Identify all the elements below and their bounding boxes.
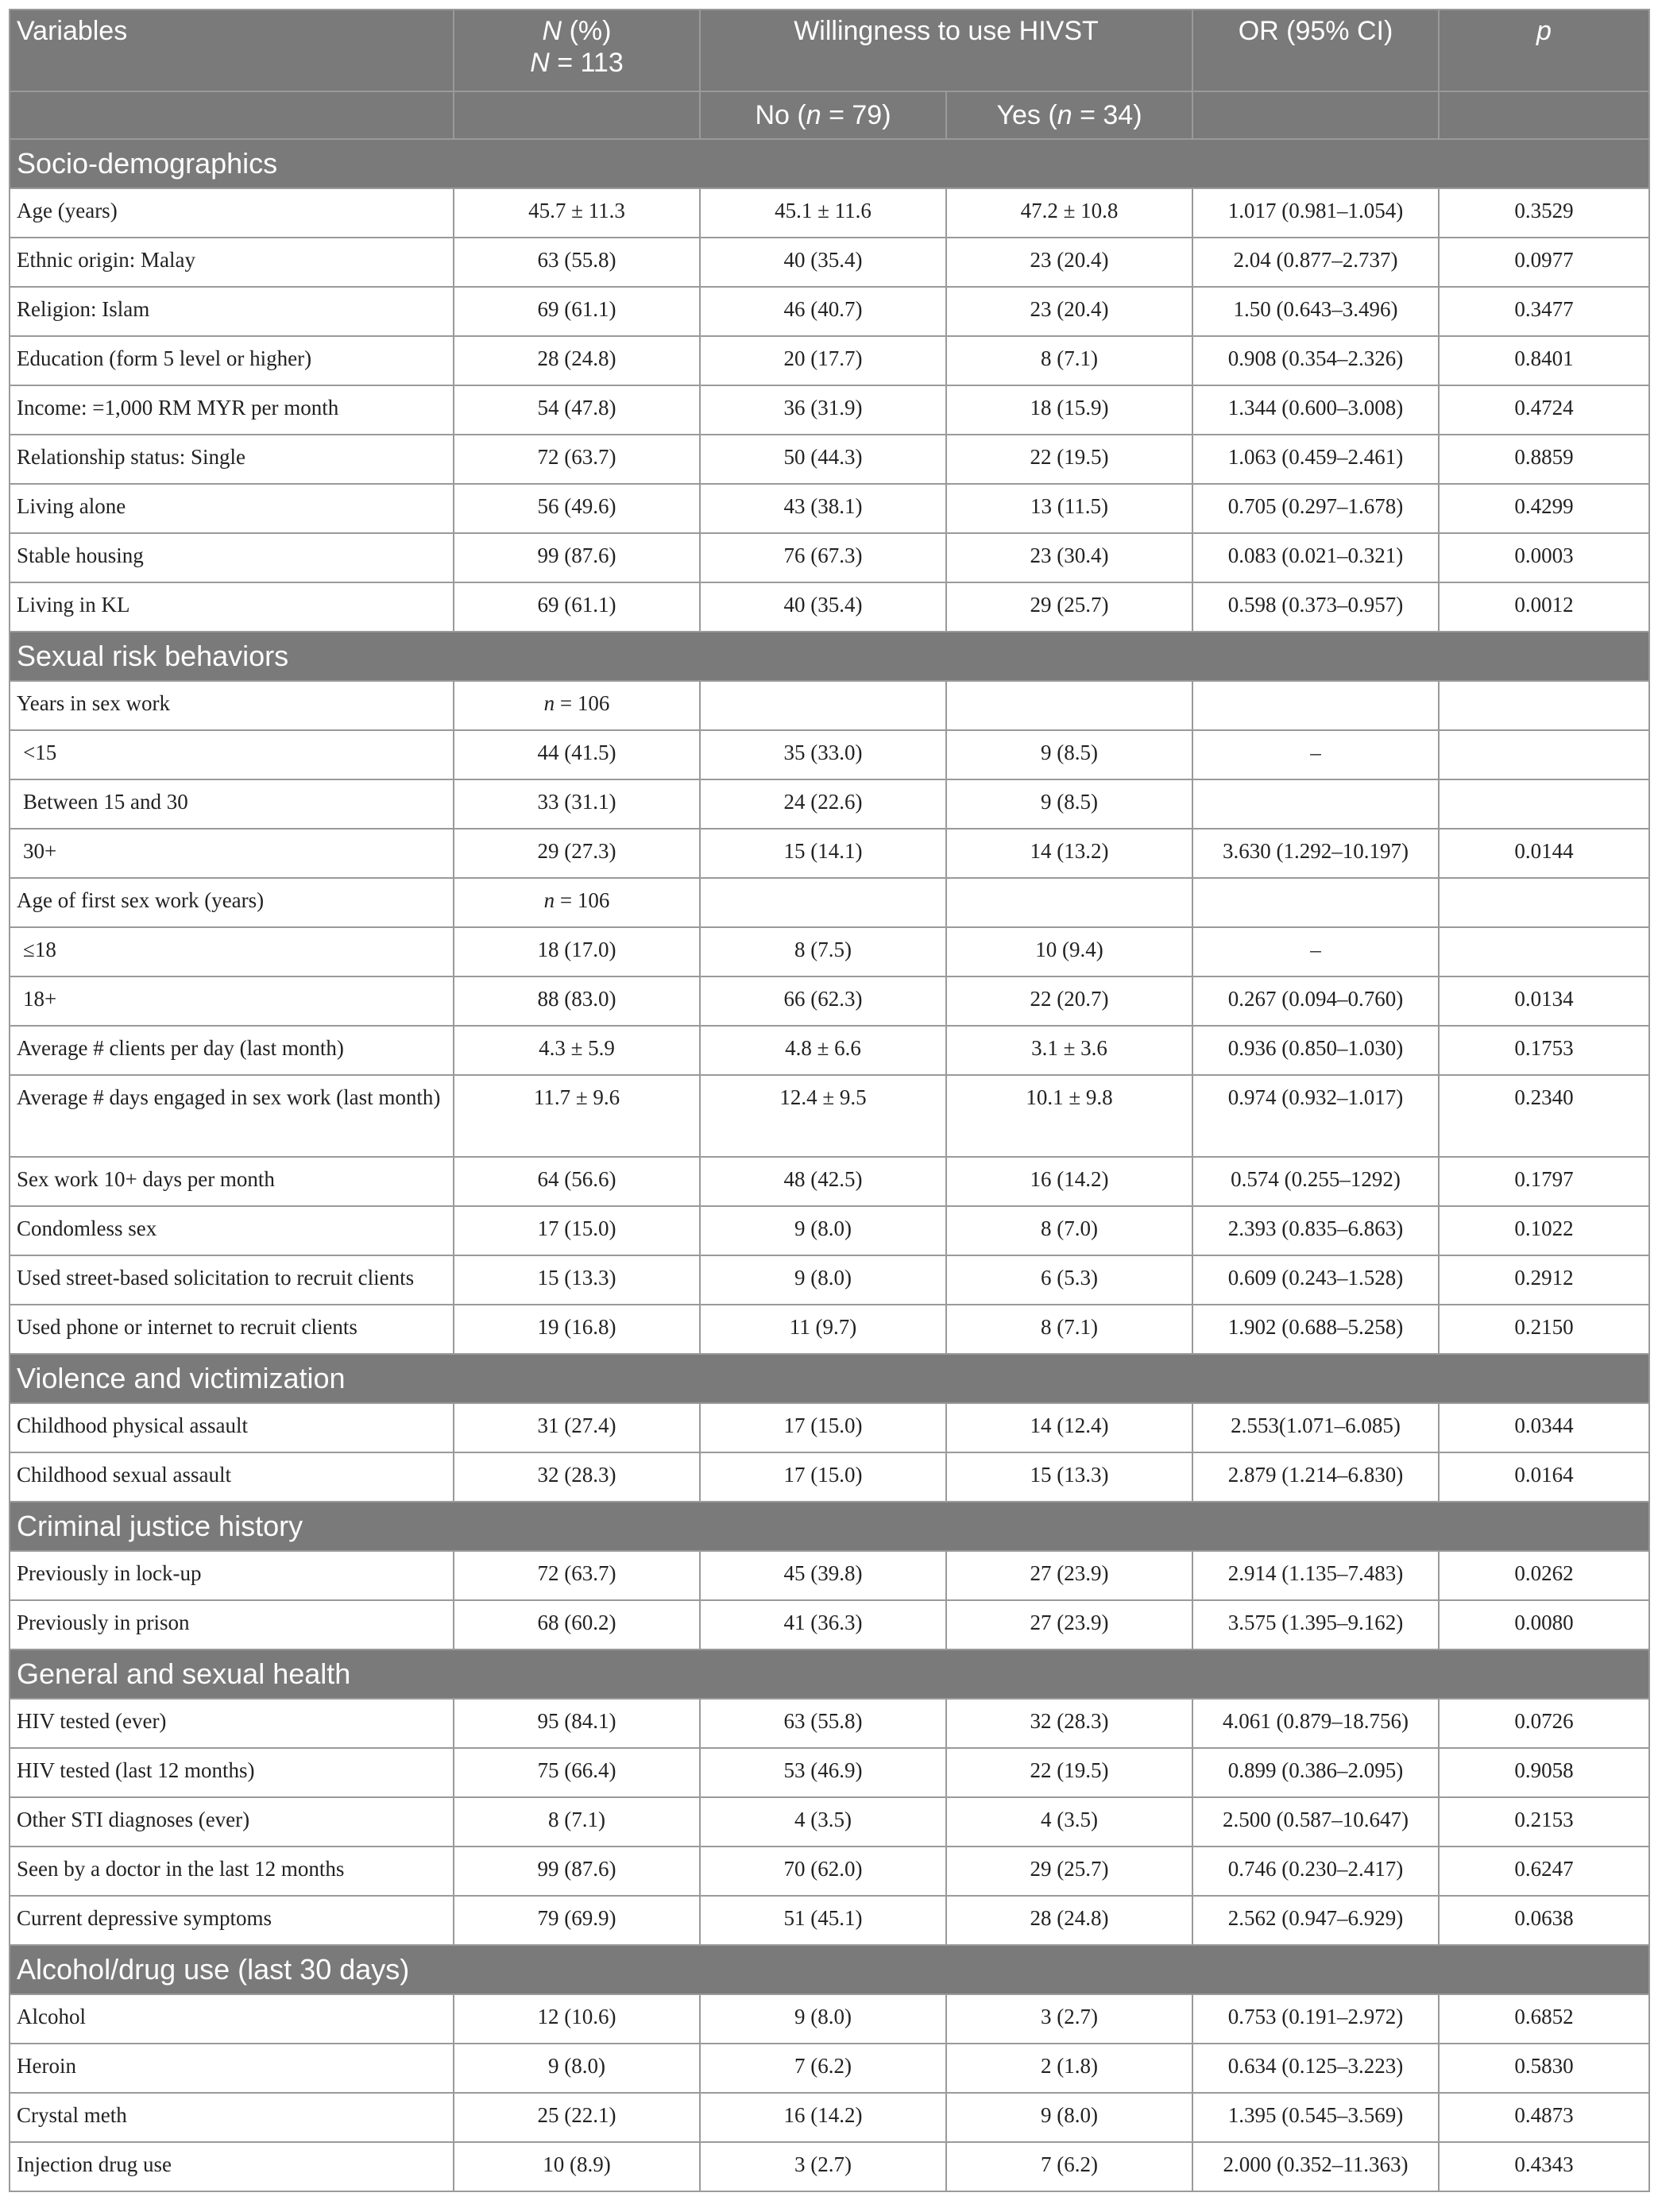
section-title: Criminal justice history	[10, 1502, 1649, 1551]
p-value-cell: 0.3477	[1439, 287, 1649, 336]
n-percent-cell: 88 (83.0)	[454, 976, 700, 1026]
variable-cell: Condomless sex	[10, 1206, 454, 1255]
section-header-row	[10, 1502, 1649, 1551]
yes-cell: 13 (11.5)	[946, 484, 1192, 533]
n-percent-cell: 32 (28.3)	[454, 1452, 700, 1502]
n-percent-cell: 68 (60.2)	[454, 1600, 700, 1649]
variable-cell: Seen by a doctor in the last 12 months	[10, 1847, 454, 1896]
no-cell: 40 (35.4)	[700, 582, 946, 632]
table-row	[10, 1994, 1649, 2044]
table-row	[10, 1157, 1649, 1206]
p-value-cell: 0.0003	[1439, 533, 1649, 582]
variable-cell: Used phone or internet to recruit clients	[10, 1305, 454, 1354]
header-empty-cell	[1439, 91, 1649, 139]
no-cell: 76 (67.3)	[700, 533, 946, 582]
yes-cell: 8 (7.1)	[946, 336, 1192, 385]
yes-cell: 29 (25.7)	[946, 1847, 1192, 1896]
yes-cell	[946, 878, 1192, 927]
n-percent-cell: 72 (63.7)	[454, 1551, 700, 1600]
yes-cell: 8 (7.0)	[946, 1206, 1192, 1255]
variable-cell: Previously in lock-up	[10, 1551, 454, 1600]
odds-ratio-cell: 0.083 (0.021–0.321)	[1192, 533, 1439, 582]
p-value-cell: 0.9058	[1439, 1748, 1649, 1797]
p-value-cell: 0.0977	[1439, 238, 1649, 287]
no-cell: 51 (45.1)	[700, 1896, 946, 1945]
p-value-cell: 0.8859	[1439, 435, 1649, 484]
no-cell: 4.8 ± 6.6	[700, 1026, 946, 1075]
table-row	[10, 582, 1649, 632]
table-row	[10, 1896, 1649, 1945]
table-row	[10, 435, 1649, 484]
no-cell: 17 (15.0)	[700, 1403, 946, 1452]
n-percent-cell: 54 (47.8)	[454, 385, 700, 435]
odds-ratio-cell: 1.50 (0.643–3.496)	[1192, 287, 1439, 336]
header-empty-cell	[1192, 91, 1439, 139]
table-row	[10, 1026, 1649, 1075]
p-value-cell: 0.6852	[1439, 1994, 1649, 2044]
yes-cell: 27 (23.9)	[946, 1600, 1192, 1649]
table-row	[10, 484, 1649, 533]
p-value-cell: 0.6247	[1439, 1847, 1649, 1896]
variable-cell: 30+	[10, 829, 454, 878]
odds-ratio-cell	[1192, 779, 1439, 829]
p-value-cell: 0.2150	[1439, 1305, 1649, 1354]
odds-ratio-cell: 2.393 (0.835–6.863)	[1192, 1206, 1439, 1255]
table-row	[10, 927, 1649, 976]
header-row-2	[10, 91, 1649, 139]
odds-ratio-cell: 0.753 (0.191–2.972)	[1192, 1994, 1439, 2044]
section-title: Alcohol/drug use (last 30 days)	[10, 1945, 1649, 1994]
yes-cell: 22 (19.5)	[946, 435, 1192, 484]
no-cell: 20 (17.7)	[700, 336, 946, 385]
no-cell: 11 (9.7)	[700, 1305, 946, 1354]
n-percent-cell: 69 (61.1)	[454, 582, 700, 632]
p-value-cell: 0.0726	[1439, 1699, 1649, 1748]
table-row	[10, 681, 1649, 730]
yes-cell: 28 (24.8)	[946, 1896, 1192, 1945]
no-cell: 50 (44.3)	[700, 435, 946, 484]
n-percent-cell: 10 (8.9)	[454, 2142, 700, 2191]
odds-ratio-cell: 1.063 (0.459–2.461)	[1192, 435, 1439, 484]
table-row	[10, 533, 1649, 582]
variable-cell: <15	[10, 730, 454, 779]
n-percent-cell: 95 (84.1)	[454, 1699, 700, 1748]
p-value-cell: 0.0080	[1439, 1600, 1649, 1649]
p-value-cell: 0.5830	[1439, 2044, 1649, 2093]
table-row	[10, 1075, 1649, 1157]
no-cell: 7 (6.2)	[700, 2044, 946, 2093]
n-percent-cell: 28 (24.8)	[454, 336, 700, 385]
odds-ratio-cell: 3.575 (1.395–9.162)	[1192, 1600, 1439, 1649]
no-cell: 8 (7.5)	[700, 927, 946, 976]
header-p-value: p	[1439, 10, 1649, 91]
p-value-cell: 0.2340	[1439, 1075, 1649, 1157]
variable-cell: Age (years)	[10, 188, 454, 238]
n-percent-cell: 18 (17.0)	[454, 927, 700, 976]
yes-cell: 32 (28.3)	[946, 1699, 1192, 1748]
variable-cell: Years in sex work	[10, 681, 454, 730]
p-value-cell	[1439, 730, 1649, 779]
n-percent-cell: 8 (7.1)	[454, 1797, 700, 1847]
odds-ratio-cell: 1.395 (0.545–3.569)	[1192, 2093, 1439, 2142]
p-value-cell: 0.4299	[1439, 484, 1649, 533]
table-row	[10, 1551, 1649, 1600]
odds-ratio-cell: 1.017 (0.981–1.054)	[1192, 188, 1439, 238]
variable-cell: HIV tested (last 12 months)	[10, 1748, 454, 1797]
odds-ratio-cell: 0.746 (0.230–2.417)	[1192, 1847, 1439, 1896]
odds-ratio-cell	[1192, 681, 1439, 730]
table-row	[10, 1452, 1649, 1502]
variable-cell: HIV tested (ever)	[10, 1699, 454, 1748]
odds-ratio-cell: 0.267 (0.094–0.760)	[1192, 976, 1439, 1026]
variable-cell: Income: =1,000 RM MYR per month	[10, 385, 454, 435]
yes-cell: 27 (23.9)	[946, 1551, 1192, 1600]
header-n-percent: N (%) N = 113	[454, 10, 700, 91]
yes-cell: 22 (19.5)	[946, 1748, 1192, 1797]
table-row	[10, 385, 1649, 435]
no-cell: 3 (2.7)	[700, 2142, 946, 2191]
yes-cell: 10.1 ± 9.8	[946, 1075, 1192, 1157]
no-cell	[700, 878, 946, 927]
yes-cell: 23 (30.4)	[946, 533, 1192, 582]
no-cell: 9 (8.0)	[700, 1255, 946, 1305]
yes-cell: 15 (13.3)	[946, 1452, 1192, 1502]
variable-cell: Education (form 5 level or higher)	[10, 336, 454, 385]
table-row	[10, 2093, 1649, 2142]
p-value-cell: 0.0012	[1439, 582, 1649, 632]
odds-ratio-cell: 2.879 (1.214–6.830)	[1192, 1452, 1439, 1502]
n-percent-cell: 56 (49.6)	[454, 484, 700, 533]
odds-ratio-cell: –	[1192, 927, 1439, 976]
p-value-cell: 0.8401	[1439, 336, 1649, 385]
yes-cell: 9 (8.0)	[946, 2093, 1192, 2142]
variable-cell: Living in KL	[10, 582, 454, 632]
odds-ratio-cell: 0.634 (0.125–3.223)	[1192, 2044, 1439, 2093]
no-cell: 4 (3.5)	[700, 1797, 946, 1847]
table-row	[10, 976, 1649, 1026]
variable-cell: ≤18	[10, 927, 454, 976]
no-cell: 35 (33.0)	[700, 730, 946, 779]
no-cell: 36 (31.9)	[700, 385, 946, 435]
yes-cell: 2 (1.8)	[946, 2044, 1192, 2093]
section-title: Socio-demographics	[10, 139, 1649, 188]
n-percent-cell: 63 (55.8)	[454, 238, 700, 287]
table-row	[10, 1255, 1649, 1305]
yes-cell: 29 (25.7)	[946, 582, 1192, 632]
yes-cell: 3.1 ± 3.6	[946, 1026, 1192, 1075]
table-row	[10, 2044, 1649, 2093]
variable-cell: Average # clients per day (last month)	[10, 1026, 454, 1075]
odds-ratio-cell	[1192, 878, 1439, 927]
variable-cell: Childhood physical assault	[10, 1403, 454, 1452]
table-row	[10, 1847, 1649, 1896]
n-percent-cell: 99 (87.6)	[454, 533, 700, 582]
data-table	[9, 9, 1650, 2192]
no-cell: 12.4 ± 9.5	[700, 1075, 946, 1157]
p-value-cell: 0.1797	[1439, 1157, 1649, 1206]
variable-cell: Ethnic origin: Malay	[10, 238, 454, 287]
yes-cell: 8 (7.1)	[946, 1305, 1192, 1354]
variable-cell: Crystal meth	[10, 2093, 454, 2142]
odds-ratio-cell: 0.705 (0.297–1.678)	[1192, 484, 1439, 533]
p-value-cell: 0.4873	[1439, 2093, 1649, 2142]
odds-ratio-cell: 0.899 (0.386–2.095)	[1192, 1748, 1439, 1797]
p-value-cell: 0.2912	[1439, 1255, 1649, 1305]
yes-cell: 23 (20.4)	[946, 287, 1192, 336]
no-cell: 41 (36.3)	[700, 1600, 946, 1649]
n-percent-cell: 45.7 ± 11.3	[454, 188, 700, 238]
yes-cell: 47.2 ± 10.8	[946, 188, 1192, 238]
p-value-cell	[1439, 681, 1649, 730]
p-value-cell	[1439, 779, 1649, 829]
no-cell: 9 (8.0)	[700, 1994, 946, 2044]
variable-cell: Religion: Islam	[10, 287, 454, 336]
no-cell: 46 (40.7)	[700, 287, 946, 336]
yes-cell: 6 (5.3)	[946, 1255, 1192, 1305]
n-percent-cell: 15 (13.3)	[454, 1255, 700, 1305]
odds-ratio-cell: 0.974 (0.932–1.017)	[1192, 1075, 1439, 1157]
p-value-cell: 0.1753	[1439, 1026, 1649, 1075]
table-row	[10, 287, 1649, 336]
variable-cell: 18+	[10, 976, 454, 1026]
header-empty-cell	[454, 91, 700, 139]
n-percent-cell: 64 (56.6)	[454, 1157, 700, 1206]
table-row	[10, 1600, 1649, 1649]
odds-ratio-cell: 1.902 (0.688–5.258)	[1192, 1305, 1439, 1354]
variable-cell: Stable housing	[10, 533, 454, 582]
yes-cell: 16 (14.2)	[946, 1157, 1192, 1206]
odds-ratio-cell: 2.500 (0.587–10.647)	[1192, 1797, 1439, 1847]
yes-cell: 14 (13.2)	[946, 829, 1192, 878]
header-odds-ratio: OR (95% CI)	[1192, 10, 1439, 91]
table-container	[9, 9, 1648, 2192]
no-cell: 66 (62.3)	[700, 976, 946, 1026]
p-value-cell: 0.0144	[1439, 829, 1649, 878]
odds-ratio-cell: 0.574 (0.255–1292)	[1192, 1157, 1439, 1206]
yes-cell: 18 (15.9)	[946, 385, 1192, 435]
n-percent-cell: 99 (87.6)	[454, 1847, 700, 1896]
odds-ratio-cell: 0.609 (0.243–1.528)	[1192, 1255, 1439, 1305]
variable-cell: Between 15 and 30	[10, 779, 454, 829]
odds-ratio-cell: 2.000 (0.352–11.363)	[1192, 2142, 1439, 2191]
yes-cell: 9 (8.5)	[946, 779, 1192, 829]
header-empty-cell	[10, 91, 454, 139]
no-cell: 70 (62.0)	[700, 1847, 946, 1896]
n-percent-cell: 75 (66.4)	[454, 1748, 700, 1797]
no-cell: 45.1 ± 11.6	[700, 188, 946, 238]
no-cell	[700, 681, 946, 730]
variable-cell: Living alone	[10, 484, 454, 533]
p-value-cell: 0.0164	[1439, 1452, 1649, 1502]
header-variables: Variables	[10, 10, 454, 91]
no-cell: 15 (14.1)	[700, 829, 946, 878]
header-yes-group: Yes (n = 34)	[946, 91, 1192, 139]
no-cell: 48 (42.5)	[700, 1157, 946, 1206]
header-no-group: No (n = 79)	[700, 91, 946, 139]
variable-cell: Heroin	[10, 2044, 454, 2093]
table-row	[10, 238, 1649, 287]
odds-ratio-cell: 0.908 (0.354–2.326)	[1192, 336, 1439, 385]
p-value-cell: 0.2153	[1439, 1797, 1649, 1847]
odds-ratio-cell: 2.914 (1.135–7.483)	[1192, 1551, 1439, 1600]
yes-cell: 7 (6.2)	[946, 2142, 1192, 2191]
yes-cell: 14 (12.4)	[946, 1403, 1192, 1452]
section-header-row	[10, 632, 1649, 681]
table-row	[10, 1748, 1649, 1797]
no-cell: 40 (35.4)	[700, 238, 946, 287]
table-row	[10, 1403, 1649, 1452]
odds-ratio-cell: 0.936 (0.850–1.030)	[1192, 1026, 1439, 1075]
p-value-cell: 0.0344	[1439, 1403, 1649, 1452]
variable-cell: Used street-based solicitation to recruit clients	[10, 1255, 454, 1305]
p-value-cell: 0.0262	[1439, 1551, 1649, 1600]
odds-ratio-cell: 1.344 (0.600–3.008)	[1192, 385, 1439, 435]
n-percent-cell: n = 106	[454, 878, 700, 927]
no-cell: 17 (15.0)	[700, 1452, 946, 1502]
n-percent-cell: 9 (8.0)	[454, 2044, 700, 2093]
odds-ratio-cell: 4.061 (0.879–18.756)	[1192, 1699, 1439, 1748]
odds-ratio-cell: 3.630 (1.292–10.197)	[1192, 829, 1439, 878]
header-row-1	[10, 10, 1649, 91]
table-row	[10, 2142, 1649, 2191]
odds-ratio-cell: 2.562 (0.947–6.929)	[1192, 1896, 1439, 1945]
section-header-row	[10, 1649, 1649, 1699]
yes-cell: 10 (9.4)	[946, 927, 1192, 976]
table-row	[10, 1797, 1649, 1847]
variable-cell: Injection drug use	[10, 2142, 454, 2191]
p-value-cell: 0.1022	[1439, 1206, 1649, 1255]
table-row	[10, 730, 1649, 779]
n-percent-cell: 69 (61.1)	[454, 287, 700, 336]
section-header-row	[10, 139, 1649, 188]
yes-cell: 23 (20.4)	[946, 238, 1192, 287]
table-row	[10, 829, 1649, 878]
table-row	[10, 1206, 1649, 1255]
yes-cell: 9 (8.5)	[946, 730, 1192, 779]
yes-cell: 3 (2.7)	[946, 1994, 1192, 2044]
p-value-cell: 0.0638	[1439, 1896, 1649, 1945]
odds-ratio-cell: 2.04 (0.877–2.737)	[1192, 238, 1439, 287]
yes-cell: 22 (20.7)	[946, 976, 1192, 1026]
table-row	[10, 878, 1649, 927]
variable-cell: Age of first sex work (years)	[10, 878, 454, 927]
p-value-cell	[1439, 878, 1649, 927]
n-percent-cell: 11.7 ± 9.6	[454, 1075, 700, 1157]
n-percent-cell: 29 (27.3)	[454, 829, 700, 878]
no-cell: 53 (46.9)	[700, 1748, 946, 1797]
odds-ratio-cell: –	[1192, 730, 1439, 779]
n-percent-cell: 25 (22.1)	[454, 2093, 700, 2142]
no-cell: 63 (55.8)	[700, 1699, 946, 1748]
p-value-cell: 0.4724	[1439, 385, 1649, 435]
section-title: General and sexual health	[10, 1649, 1649, 1699]
no-cell: 45 (39.8)	[700, 1551, 946, 1600]
no-cell: 9 (8.0)	[700, 1206, 946, 1255]
n-percent-cell: 4.3 ± 5.9	[454, 1026, 700, 1075]
n-percent-cell: 44 (41.5)	[454, 730, 700, 779]
n-percent-cell: 31 (27.4)	[454, 1403, 700, 1452]
table-row	[10, 1305, 1649, 1354]
yes-cell: 4 (3.5)	[946, 1797, 1192, 1847]
odds-ratio-cell: 2.553(1.071–6.085)	[1192, 1403, 1439, 1452]
n-percent-cell: 19 (16.8)	[454, 1305, 700, 1354]
p-value-cell: 0.0134	[1439, 976, 1649, 1026]
variable-cell: Previously in prison	[10, 1600, 454, 1649]
p-value-cell: 0.4343	[1439, 2142, 1649, 2191]
header-willingness: Willingness to use HIVST	[700, 10, 1192, 91]
variable-cell: Childhood sexual assault	[10, 1452, 454, 1502]
table-body	[10, 139, 1649, 2191]
table-row	[10, 779, 1649, 829]
yes-cell	[946, 681, 1192, 730]
p-value-cell: 0.3529	[1439, 188, 1649, 238]
n-percent-cell: n = 106	[454, 681, 700, 730]
variable-cell: Sex work 10+ days per month	[10, 1157, 454, 1206]
section-header-row	[10, 1945, 1649, 1994]
p-value-cell	[1439, 927, 1649, 976]
no-cell: 43 (38.1)	[700, 484, 946, 533]
n-percent-cell: 79 (69.9)	[454, 1896, 700, 1945]
variable-cell: Relationship status: Single	[10, 435, 454, 484]
no-cell: 24 (22.6)	[700, 779, 946, 829]
section-header-row	[10, 1354, 1649, 1403]
section-title: Sexual risk behaviors	[10, 632, 1649, 681]
n-percent-cell: 33 (31.1)	[454, 779, 700, 829]
table-row	[10, 188, 1649, 238]
n-percent-cell: 72 (63.7)	[454, 435, 700, 484]
variable-cell: Other STI diagnoses (ever)	[10, 1797, 454, 1847]
no-cell: 16 (14.2)	[700, 2093, 946, 2142]
variable-cell: Average # days engaged in sex work (last month)	[10, 1075, 454, 1157]
variable-cell: Current depressive symptoms	[10, 1896, 454, 1945]
n-percent-cell: 17 (15.0)	[454, 1206, 700, 1255]
n-percent-cell: 12 (10.6)	[454, 1994, 700, 2044]
variable-cell: Alcohol	[10, 1994, 454, 2044]
odds-ratio-cell: 0.598 (0.373–0.957)	[1192, 582, 1439, 632]
table-row	[10, 1699, 1649, 1748]
table-row	[10, 336, 1649, 385]
section-title: Violence and victimization	[10, 1354, 1649, 1403]
